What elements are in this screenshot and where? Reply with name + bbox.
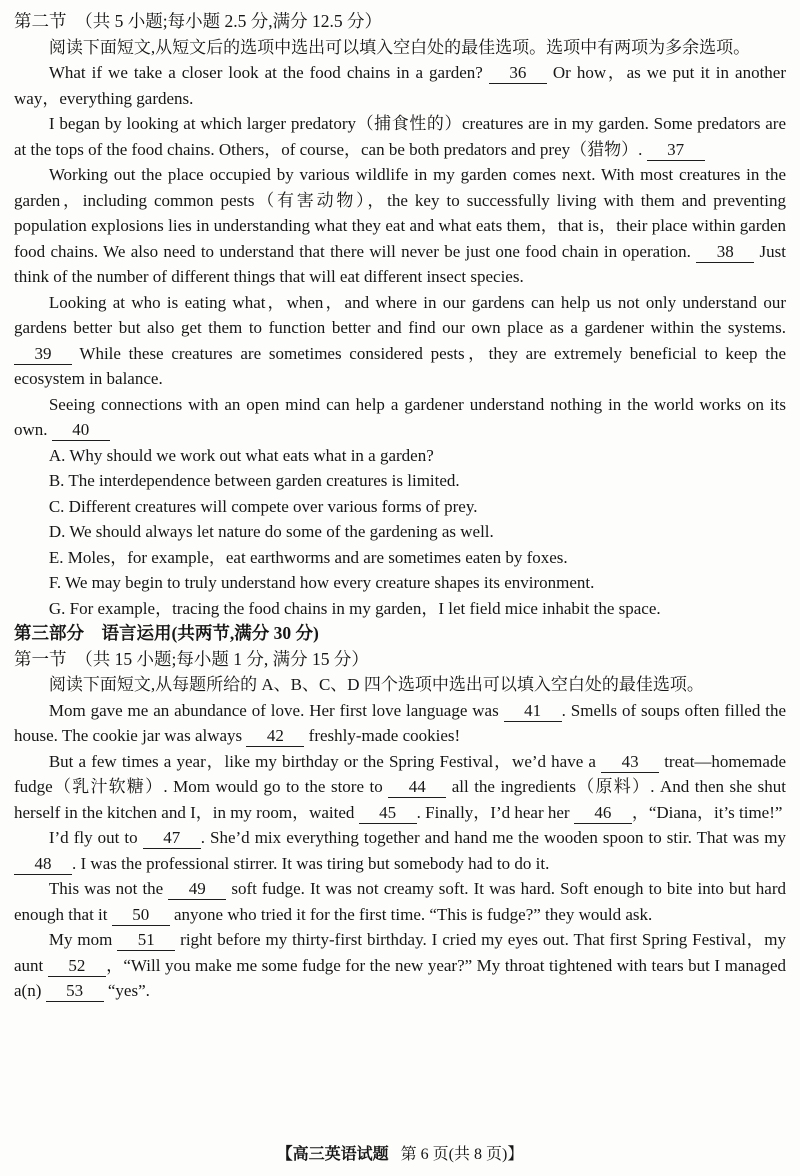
- text-run: Looking at who is eating what，when，and where in our gardens can help us not only understand our gardens better but also get them to function better and find our own place as a gardener within the systems.: [14, 292, 786, 337]
- cloze1-paragraph-3: [14, 162, 786, 290]
- text-run: ，“Diana，it’s time!”: [631, 802, 783, 822]
- text-run: A. Why should we work out what eats what in a garden?: [48, 445, 434, 465]
- cloze2-paragraph-5: [14, 927, 786, 1004]
- text-run: C. Different creatures will compete over various forms of prey.: [48, 496, 478, 516]
- cloze2-paragraph-4: [14, 876, 786, 927]
- text-run: G. For example，tracing the food chains in my garden，I let field mice inhabit the space.: [48, 598, 661, 618]
- option-C: [14, 494, 786, 520]
- cloze-blank-39: 39: [14, 344, 72, 365]
- cloze-blank-38: 38: [696, 242, 754, 263]
- cloze-blank-48: 48: [14, 854, 72, 875]
- text-run: I began by looking at which larger predatory（捕食性的）creatures are in my garden. Some predators are at the tops of the food chains. Others，of course，can be both predators and prey（猎物）.: [14, 114, 786, 159]
- text-run: 第二节 （共 5 小题;每小题 2.5 分,满分 12.5 分）: [14, 11, 382, 31]
- text-run: . She’d mix everything together and hand me the wooden spoon to stir. That was my: [200, 828, 786, 847]
- cloze1-paragraph-2: [14, 111, 786, 162]
- text-run: While these creatures are sometimes considered pests，they are extremely beneficial to keep the ecosystem in balance.: [14, 343, 786, 388]
- text-run: 第三部分 语言运用(共两节,满分 30 分): [14, 623, 319, 643]
- section-1-instructions: [14, 672, 786, 698]
- section-1-heading: [14, 647, 786, 673]
- text-run: My mom: [48, 930, 118, 949]
- cloze-blank-36: 36: [489, 63, 547, 84]
- cloze-blank-52: 52: [48, 956, 106, 977]
- text-run: But a few times a year，like my birthday or the Spring Festival，we’d have a: [48, 751, 602, 771]
- cloze-blank-46: 46: [574, 803, 632, 824]
- cloze1-paragraph-4: [14, 290, 786, 392]
- cloze-blank-37: 37: [647, 140, 705, 161]
- cloze-blank-51: 51: [117, 930, 175, 951]
- footer-exam-title: 【高三英语试题: [276, 1146, 389, 1163]
- option-G: [14, 596, 786, 622]
- option-F: [14, 570, 786, 596]
- text-run: What if we take a closer look at the food chains in a garden?: [48, 63, 489, 82]
- cloze-blank-50: 50: [112, 905, 170, 926]
- option-B: [14, 468, 786, 494]
- text-run: soft fudge. It was not creamy soft. It was hard. Soft enough to bite into but hard enough that it: [14, 879, 786, 924]
- text-run: B. The interdependence between garden creatures is limited.: [48, 471, 460, 490]
- text-run: freshly-made cookies!: [304, 726, 461, 745]
- footer-page-info: 第 6 页(共 8 页)】: [400, 1146, 524, 1163]
- text-run: anyone who tried it for the first time. “This is fudge?” they would ask.: [169, 904, 653, 924]
- page-footer: [0, 1141, 800, 1164]
- part-3-heading: [14, 621, 786, 647]
- text-run: Working out the place occupied by various wildlife in my garden comes next. With most creatures in the garden，including common pests（有害动物），the key to successfully living with them and preventing population explosions lies in understanding what they eat and what eats them，that is，their place within garden food chains. We also need to understand that there will never be just one food chain in operation.: [14, 165, 786, 261]
- section-2-instructions: [14, 35, 786, 61]
- cloze-blank-47: 47: [143, 828, 201, 849]
- text-run: right before my thirty-first birthday. I cried my eyes out. That first Spring Festival，my aunt: [14, 930, 786, 975]
- cloze-blank-53: 53: [46, 981, 104, 1002]
- text-run: F. We may begin to truly understand how every creature shapes its environment.: [48, 573, 595, 592]
- cloze-blank-42: 42: [246, 726, 304, 747]
- cloze1-paragraph-5: [14, 392, 786, 443]
- text-run: 第一节 （共 15 小题;每小题 1 分, 满分 15 分）: [14, 648, 369, 669]
- text-run: 阅读下面短文,从每题所给的 A、B、C、D 四个选项中选出可以填入空白处的最佳选项。: [48, 675, 704, 694]
- text-run: Mom gave me an abundance of love. Her first love language was: [48, 700, 504, 720]
- cloze-blank-43: 43: [601, 752, 659, 773]
- text-run: D. We should always let nature do some of the gardening as well.: [48, 522, 494, 541]
- cloze2-paragraph-1: [14, 698, 786, 749]
- option-D: [14, 519, 786, 545]
- text-run: 阅读下面短文,从短文后的选项中选出可以填入空白处的最佳选项。选项中有两项为多余选项。: [48, 37, 751, 57]
- section-2-heading: [14, 9, 786, 35]
- cloze1-paragraph-1: [14, 60, 786, 111]
- text-run: . I was the professional stirrer. It was tiring but somebody had to do it.: [72, 853, 550, 873]
- text-run: This was not the: [48, 879, 169, 898]
- text-run: I’d fly out to: [48, 828, 143, 847]
- text-run: Seeing connections with an open mind can help a gardener understand nothing in the world works on its own.: [14, 394, 786, 439]
- text-run: Just think of the number of different things that will eat different insect species.: [14, 241, 786, 286]
- text-run: ，“Will you make me some fudge for the new year?” My throat tightened with tears but I managed a(n): [14, 955, 786, 1000]
- text-run: . Smells of soups often filled the house. The cookie jar was always: [14, 700, 786, 745]
- cloze2-paragraph-2: [14, 749, 786, 826]
- option-A: [14, 443, 786, 469]
- text-run: all the ingredients（原料）. And then she shut herself in the kitchen and I，in my room，waited: [14, 777, 786, 822]
- cloze-blank-49: 49: [168, 879, 226, 900]
- text-run: Or how，as we put it in another way，everything gardens.: [14, 63, 786, 108]
- cloze-blank-44: 44: [388, 777, 446, 798]
- cloze-blank-45: 45: [359, 803, 417, 824]
- cloze-blank-40: 40: [52, 420, 110, 441]
- text-run: “yes”.: [103, 981, 150, 1000]
- cloze2-paragraph-3: [14, 825, 786, 876]
- text-run: E. Moles，for example，eat earthworms and are sometimes eaten by foxes.: [48, 547, 568, 567]
- option-E: [14, 545, 786, 571]
- cloze-blank-41: 41: [504, 701, 562, 722]
- text-run: . Finally，I’d hear her: [416, 802, 574, 822]
- text-run: treat—homemade fudge（乳汁软糖）. Mom would go to the store to: [14, 751, 786, 796]
- exam-content: [14, 9, 786, 1004]
